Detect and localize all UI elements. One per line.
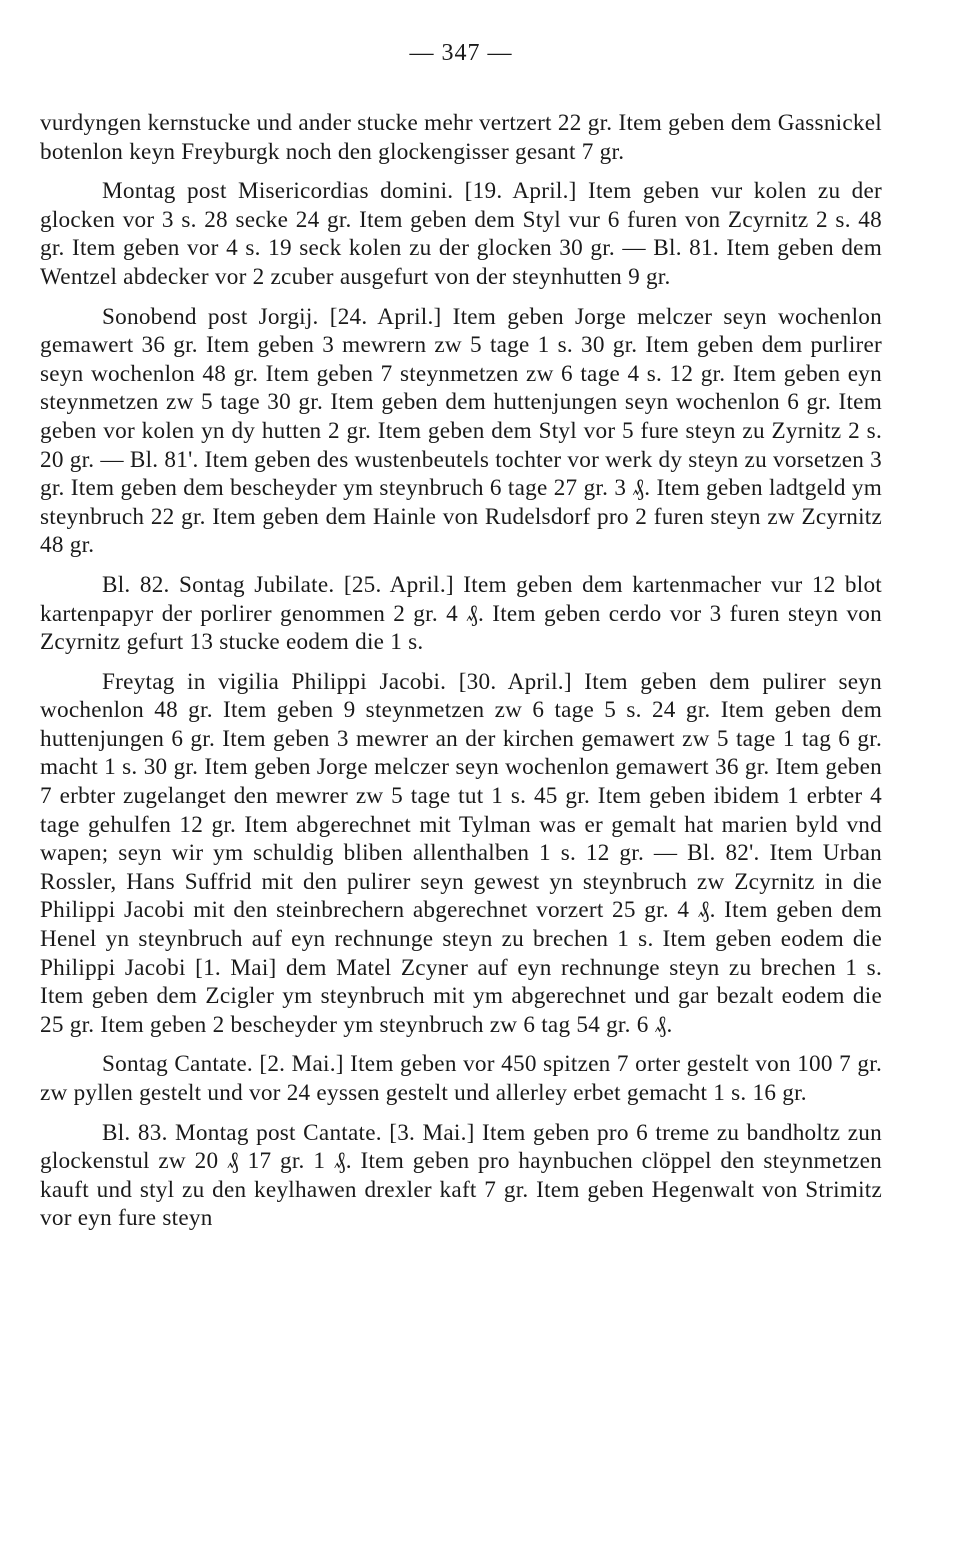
paragraph-2: Montag post Misericordias domini. [19. April.] Item geben vur kolen zu der glocken vor 3 s. 28 secke 24 gr. Item geben dem Styl vur 6 furen von Zcyrnitz 2 s. 48 gr. Item geben vor 4 s. 19 seck kolen zu der glocken 30 gr. — Bl. 81. Item geben dem Wentzel abdecker vor 2 zcuber ausgefurt von der steynhutten 9 gr. xyxy=(40,178,882,290)
paragraph-5: Freytag in vigilia Philippi Jacobi. [30. April.] Item geben dem pulirer seyn wochenlon 48 gr. Item geben 9 steynmetzen zw 6 tage 5 s. 24 gr. Item geben dem huttenjungen 6 gr. Item geben 3 mewrer an der kirchen gemawert zw 5 tage 1 tag 6 gr. macht 1 s. 30 gr. Item geben Jorge melczer seyn wochenlon gemawert 36 gr. Item geben 7 erbter zugelanget den mewrer zw 5 tage tut 1 s. 45 gr. Item geben ibidem 1 erbter 4 tage gehulfen 12 gr. Item abgerechnet mit Tylman was er gemalt hat marien byld vnd wapen; seyn wir ym schuldig bliben allenthalben 1 s. 12 gr. — Bl. 82'. Item Urban Rossler, Hans Suffrid mit den pulirer seyn gewest yn steynbruch zw Zcyrnitz in die Philippi Jacobi mit den steinbrechern abgerechnet vorzert 25 gr. 4 ₰. Item geben dem Henel yn steynbruch auf eyn rechnunge steyn zu brechen 1 s. Item geben eodem die Philippi Jacobi [1. Mai] dem Matel Zcyner auf eyn rechnunge steyn zu brechen 1 s. Item geben dem Zcigler ym steynbruch mit ym abgerechnet und gar bezalt eodem die 25 gr. Item geben 2 bescheyder ym steynbruch zw 6 tag 54 gr. 6 ₰. xyxy=(40,668,882,1038)
page-number: — 347 — xyxy=(409,40,513,66)
document-page xyxy=(40,40,882,1239)
paragraph-6: Sontag Cantate. [2. Mai.] Item geben vor 450 spitzen 7 orter gestelt von 100 7 gr. zw pyllen gestelt und vor 24 eyssen gestelt und allerley erbet gemacht 1 s. 16 gr. xyxy=(40,1051,882,1106)
paragraph-4: Bl. 82. Sontag Jubilate. [25. April.] Item geben dem kartenmacher vur 12 blot kartenpapyr der porlirer genommen 2 gr. 4 ₰. Item geben cerdo vor 3 furen steyn von Zcyrnitz gefurt 13 stucke eodem die 1 s. xyxy=(40,571,882,656)
paragraph-1: vurdyngen kernstucke und ander stucke mehr vertzert 22 gr. Item geben dem Gassnickel botenlon keyn Freyburgk noch den glockengisser gesant 7 gr. xyxy=(40,110,882,165)
paragraph-7: Bl. 83. Montag post Cantate. [3. Mai.] Item geben pro 6 treme zu bandholtz zun glockenstul zw 20 ₰ 17 gr. 1 ₰. Item geben pro haynbuchen clöppel den steynmetzen kauft und styl zu den keylhawen drexler kaft 7 gr. Item geben Hegenwalt von Strimitz vor eyn fure steyn xyxy=(40,1119,882,1232)
paragraph-3: Sonobend post Jorgij. [24. April.] Item geben Jorge melczer seyn wochenlon gemawert 36 gr. Item geben 3 mewrern zw 5 tage 1 s. 30 gr. Item geben dem purlirer seyn wochenlon 48 gr. Item geben 7 steynmetzen zw 6 tage 4 s. 12 gr. Item geben eyn steynmetzen zw 5 tage 30 gr. Item geben dem huttenjungen seyn wochenlon 6 gr. Item geben vor kolen yn dy hutten 2 gr. Item geben dem Styl vor 5 fure steyn zu Zyrnitz 2 s. 20 gr. — Bl. 81'. Item geben des wustenbeutels tochter vor werk dy steyn zu vorsetzen 3 gr. Item geben dem bescheyder ym steynbruch 6 tage 27 gr. 3 ₰. Item geben ladtgeld ym steynbruch 22 gr. Item geben dem Hainle von Rudelsdorf pro 2 furen steyn zw Zcyrnitz 48 gr. xyxy=(40,303,882,559)
